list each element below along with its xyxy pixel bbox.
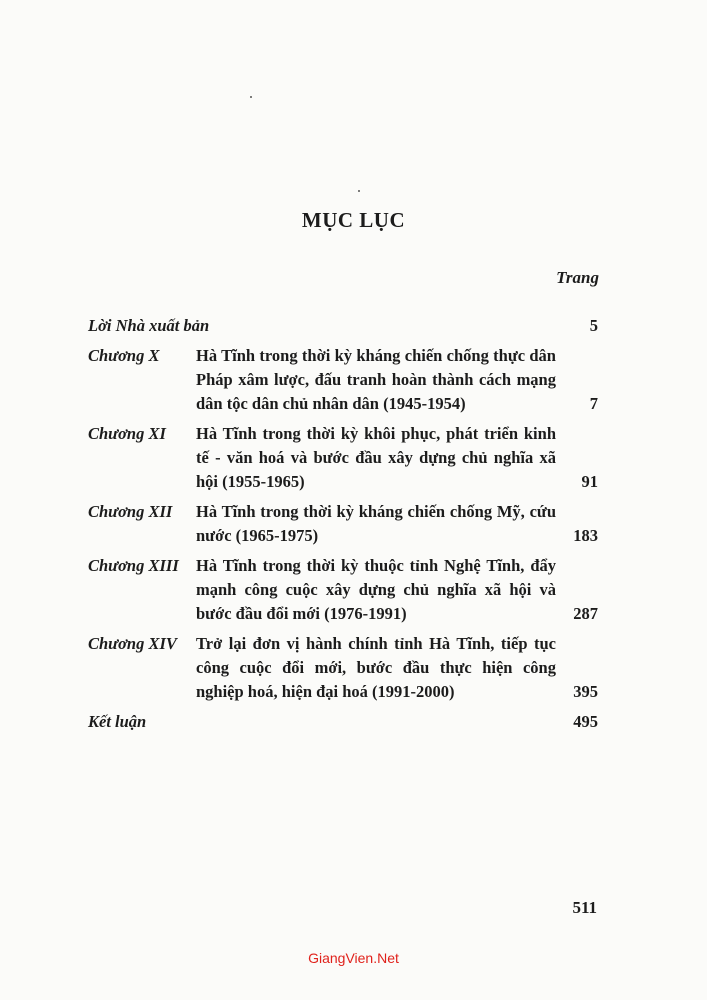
toc-entry-text: Hà Tĩnh trong thời kỳ khôi phục, phát triển kinh tế - văn hoá và bước đầu xây dựng chủ nghĩa xã hội (1955-1965)	[196, 424, 556, 491]
toc-entry-label: Chương XI	[88, 424, 166, 443]
toc-entry-page: 91	[581, 472, 598, 491]
scan-speck	[358, 190, 360, 192]
page-column-header: Trang	[556, 268, 599, 287]
toc-entry-text: Hà Tĩnh trong thời kỳ thuộc tỉnh Nghệ Tĩnh, đẩy mạnh công cuộc xây dựng chủ nghĩa xã hội và bước đầu đổi mới (1976-1991)	[196, 556, 556, 623]
toc-entry-chapter-xiii[interactable]	[88, 554, 598, 626]
toc-entry-label: Chương X	[88, 346, 160, 365]
table-of-contents	[88, 314, 598, 734]
toc-entry-label: Chương XIV	[88, 634, 177, 653]
toc-entry-page: 495	[573, 712, 598, 731]
toc-entry-chapter-xiv[interactable]	[88, 632, 598, 704]
toc-entry-text: Hà Tĩnh trong thời kỳ kháng chiến chống Mỹ, cứu nước (1965-1975)	[196, 502, 556, 545]
toc-entry-text: Trở lại đơn vị hành chính tỉnh Hà Tĩnh, tiếp tục công cuộc đổi mới, bước đầu thực hiện công nghiệp hoá, hiện đại hoá (1991-2000)	[196, 634, 556, 701]
scan-speck	[250, 96, 252, 98]
toc-entry-page: 7	[589, 394, 598, 413]
page-title: MỤC LỤC	[301, 208, 406, 232]
toc-entry-label: Chương XII	[88, 502, 173, 521]
toc-entry-chapter-xi[interactable]	[88, 422, 598, 494]
page-number: 511	[572, 898, 597, 917]
toc-entry-chapter-xii[interactable]	[88, 500, 598, 548]
toc-entry-text: Hà Tĩnh trong thời kỳ kháng chiến chống thực dân Pháp xâm lược, đấu tranh hoàn thành cách mạng dân tộc dân chủ nhân dân (1945-1954)	[196, 346, 556, 413]
toc-entry-chapter-x[interactable]	[88, 344, 598, 416]
toc-entry-page: 287	[573, 604, 598, 623]
toc-entry-conclusion[interactable]	[88, 710, 598, 734]
toc-entry-label: Chương XIII	[88, 556, 179, 575]
toc-entry-publisher-note[interactable]	[88, 314, 598, 338]
toc-entry-label: Kết luận	[88, 712, 147, 731]
toc-entry-label: Lời Nhà xuất bản	[88, 316, 210, 335]
toc-entry-page: 5	[589, 316, 598, 335]
toc-entry-page: 183	[573, 526, 598, 545]
toc-entry-page: 395	[573, 682, 598, 701]
watermark-text: GiangVien.Net	[308, 950, 399, 966]
